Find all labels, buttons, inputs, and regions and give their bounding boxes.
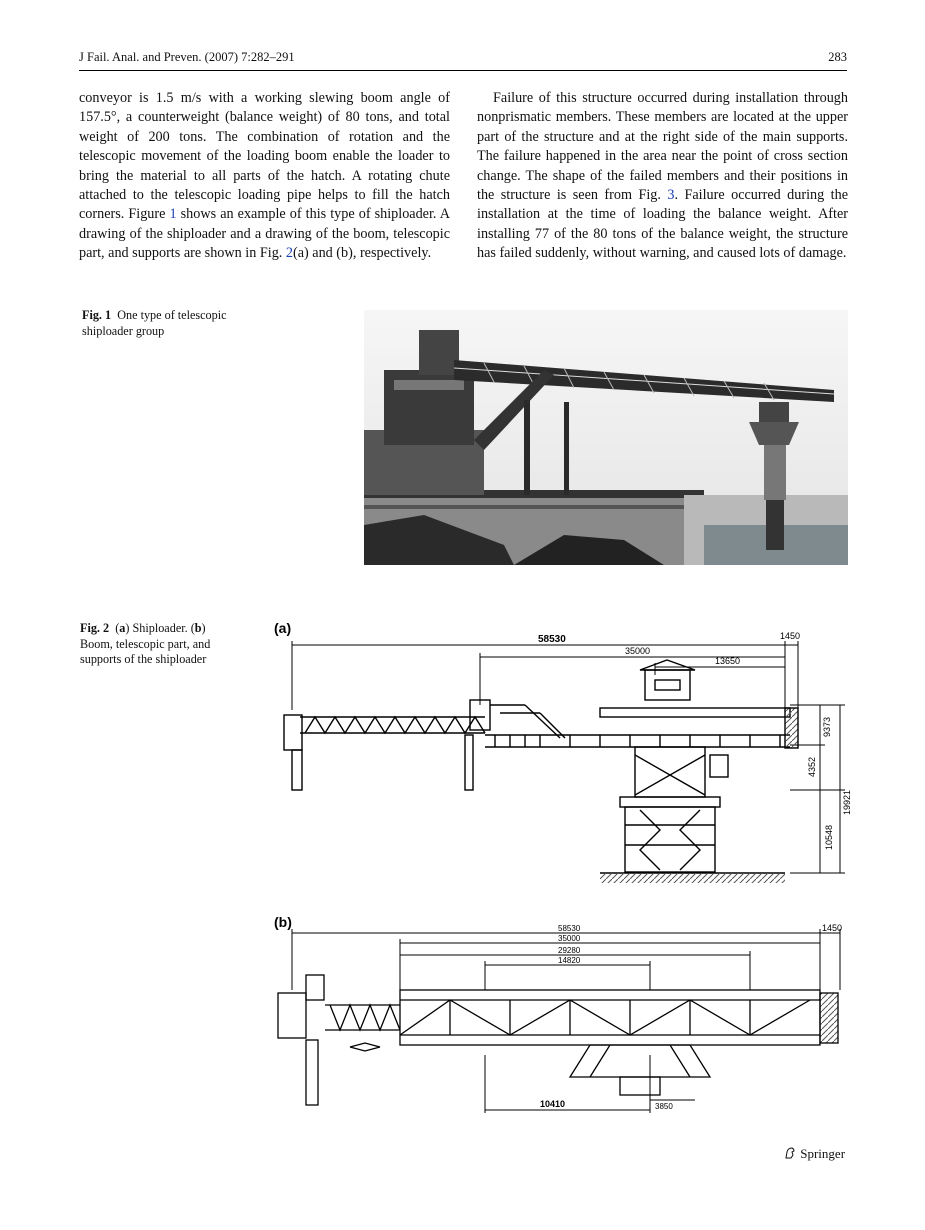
dimension-label: 4352	[807, 756, 817, 777]
dimension-label: 1450	[822, 923, 843, 933]
left-text-column	[79, 89, 450, 264]
dimension-label: 3850	[655, 1102, 673, 1111]
caption-text: One type of telescopic shiploader group	[82, 308, 227, 338]
right-text-column	[477, 89, 848, 264]
springer-horse-icon	[783, 1146, 797, 1160]
journal-citation: J Fail. Anal. and Preven. (2007) 7:282–291	[79, 50, 295, 64]
figure-link[interactable]: 3	[667, 187, 675, 204]
publisher-name: Springer	[800, 1146, 846, 1161]
paragraph: Failure of this structure occurred during installation through nonprismatic members. These members are located at the upper part of the structure and at the right side of the main supports. The failure happened in the area near the point of cross section change. The shape of the failed members and their positions in the structure is seen from Fig. 3. Failure occurred during the installation at the time of loading the balance weight. After installing 77 of the 80 tons of the balance weight, the structure has failed suddenly, without warning, and caused lots of damage.	[477, 90, 848, 262]
dimension-label: 10548	[824, 824, 834, 850]
publisher-footer	[783, 1146, 845, 1162]
running-header	[79, 50, 847, 65]
panel-b-label: (b)	[274, 914, 292, 930]
figure-label: Fig. 1	[82, 308, 112, 322]
figure-caption	[82, 308, 257, 339]
paragraph: conveyor is 1.5 m/s with a working slewing boom angle of 157.5°, a counterweight (balance weight) of 80 tons, and total weight of 200 tons. The combination of rotation and the telescopic movement of the loading boom enable the loader to bring the material to all parts of the hatch. A rotating chute attached to the telescopic loading pipe helps to fill the hatch corners. Figure 1 shows an example of this type of shiploader. A drawing of the shiploader and a drawing of the boom, telescopic part, and supports are shown in Fig. 2(a) and (b), respectively.	[79, 90, 450, 262]
shiploader-drawing	[270, 615, 850, 1115]
dimension-label: 13650	[715, 656, 741, 666]
dimension-label: 10410	[540, 1099, 566, 1109]
dimension-label: 35000	[558, 934, 581, 943]
dimension-label: 14820	[558, 956, 581, 965]
dimension-label: 9373	[822, 716, 832, 737]
panel-a-label: (a)	[274, 620, 292, 636]
dimension-label: 29280	[558, 946, 581, 955]
dimension-label: 35000	[625, 646, 651, 656]
figure-link[interactable]: 2	[285, 245, 293, 262]
page-number: 283	[828, 50, 847, 64]
figure-caption: Fig. 2 (a) Shiploader. (b) Boom, telescopic part, and supports of the shiploader	[80, 621, 211, 666]
figure-link[interactable]: 1	[169, 206, 177, 223]
header-rule	[79, 70, 847, 71]
figure-label: Fig. 2	[80, 621, 110, 635]
dimension-label: 19921	[842, 789, 852, 815]
dimension-label: 58530	[558, 924, 581, 933]
shiploader-photo	[364, 310, 848, 565]
dimension-label: 58530	[538, 634, 566, 645]
dimension-label: 1450	[780, 631, 801, 641]
